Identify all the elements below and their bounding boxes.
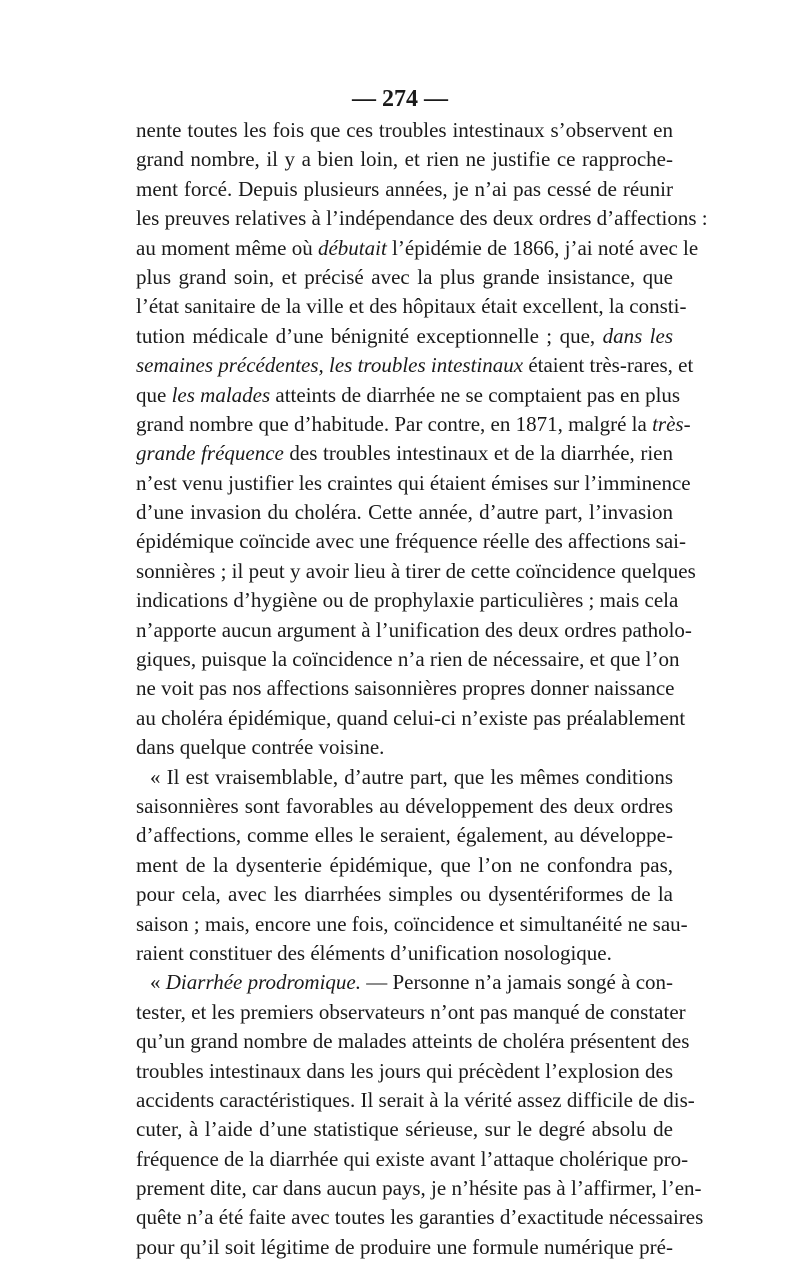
text-line: tution médicale d’une bénignité exceptionnelle ; que, dans les	[136, 323, 674, 348]
text-line: plus grand soin, et précisé avec la plus grande insistance, que	[136, 264, 673, 289]
text-line: semaines précédentes, les troubles intestinaux étaient très-rares, et	[136, 353, 694, 378]
italic-text: dans les	[602, 323, 674, 348]
text-line: dans quelque contrée voisine.	[136, 735, 385, 760]
text-line: au moment même où débutait l’épidémie de 1866, j’ai noté avec le	[136, 235, 699, 260]
text-line: n’est venu justifier les craintes qui étaient émises sur l’imminence	[136, 470, 691, 495]
text-line: l’état sanitaire de la ville et des hôpitaux était excellent, la consti-	[136, 294, 687, 319]
text-line: « Il est vraisemblable, d’autre part, que les mêmes conditions	[150, 764, 673, 789]
text-line: cuter, à l’aide d’une statistique sérieuse, sur le degré absolu de	[136, 1117, 673, 1142]
text-line: pour cela, avec les diarrhées simples ou dysentériformes de la	[136, 882, 673, 907]
text-line: fréquence de la diarrhée qui existe avant l’attaque cholérique pro-	[136, 1146, 689, 1171]
text-line: d’une invasion du choléra. Cette année, d’autre part, l’invasion	[136, 500, 673, 525]
text-line: épidémique coïncide avec une fréquence réelle des affections sai-	[136, 529, 686, 554]
text-line: giques, puisque la coïncidence n’a rien de nécessaire, et que l’on	[136, 647, 680, 672]
text-line: saison ; mais, encore une fois, coïncidence et simultanéité ne sau-	[136, 911, 688, 936]
text-line: nente toutes les fois que ces troubles intestinaux s’observent en	[136, 118, 673, 142]
italic-text: très-	[652, 411, 691, 436]
text-line: d’affections, comme elles le seraient, également, au développe-	[136, 823, 673, 848]
text-line: pour qu’il soit légitime de produire une formule numérique pré-	[136, 1234, 673, 1259]
text-line: grand nombre que d’habitude. Par contre, en 1871, malgré la très-	[136, 411, 691, 436]
text-line: sonnières ; il peut y avoir lieu à tirer de cette coïncidence quelques	[136, 558, 696, 583]
text-line: accidents caractéristiques. Il serait à la vérité assez difficile de dis-	[136, 1087, 695, 1112]
text-line: ne voit pas nos affections saisonnières propres donner naissance	[136, 676, 675, 701]
italic-text: débutait	[317, 235, 387, 260]
text-line: les preuves relatives à l’indépendance des deux ordres d’affections :	[136, 206, 708, 231]
italic-text: Diarrhée prodromique.	[165, 970, 361, 995]
text-line: n’apporte aucun argument à l’unification des deux ordres patholo-	[136, 617, 692, 642]
italic-text: semaines précédentes, les troubles intestinaux	[136, 353, 524, 378]
italic-text: les malades	[171, 382, 271, 407]
text-line: ment forcé. Depuis plusieurs années, je n’ai pas cessé de réunir	[136, 176, 673, 201]
text-line: indications d’hygiène ou de prophylaxie particulières ; mais cela	[136, 588, 679, 613]
text-line: saisonnières sont favorables au développement des deux ordres	[136, 793, 673, 818]
text-line: grande fréquence des troubles intestinaux et de la diarrhée, rien	[136, 441, 673, 466]
text-line: « Diarrhée prodromique. — Personne n’a jamais songé à con-	[150, 970, 674, 995]
text-line: prement dite, car dans aucun pays, je n’hésite pas à l’affirmer, l’en-	[136, 1176, 702, 1201]
italic-text: grande fréquence	[136, 441, 284, 466]
text-line: au choléra épidémique, quand celui-ci n’existe pas préalablement	[136, 705, 686, 730]
text-line: que les malades atteints de diarrhée ne se comptaient pas en plus	[136, 382, 681, 407]
text-line: raient constituer des éléments d’unification nosologique.	[136, 940, 612, 965]
text-body	[136, 116, 708, 1262]
text-line: quête n’a été faite avec toutes les garanties d’exactitude nécessaires	[136, 1205, 704, 1230]
text-line: tester, et les premiers observateurs n’ont pas manqué de constater	[136, 999, 686, 1024]
text-line: troubles intestinaux dans les jours qui précèdent l’explosion des	[136, 1058, 673, 1083]
page-number: — 274 —	[352, 86, 448, 112]
text-line: grand nombre, il y a bien loin, et rien ne justifie ce rapproche-	[136, 147, 673, 172]
text-line: qu’un grand nombre de malades atteints de choléra présentent des	[136, 1029, 690, 1054]
text-line: ment de la dysenterie épidémique, que l’on ne confondra pas,	[136, 852, 673, 877]
